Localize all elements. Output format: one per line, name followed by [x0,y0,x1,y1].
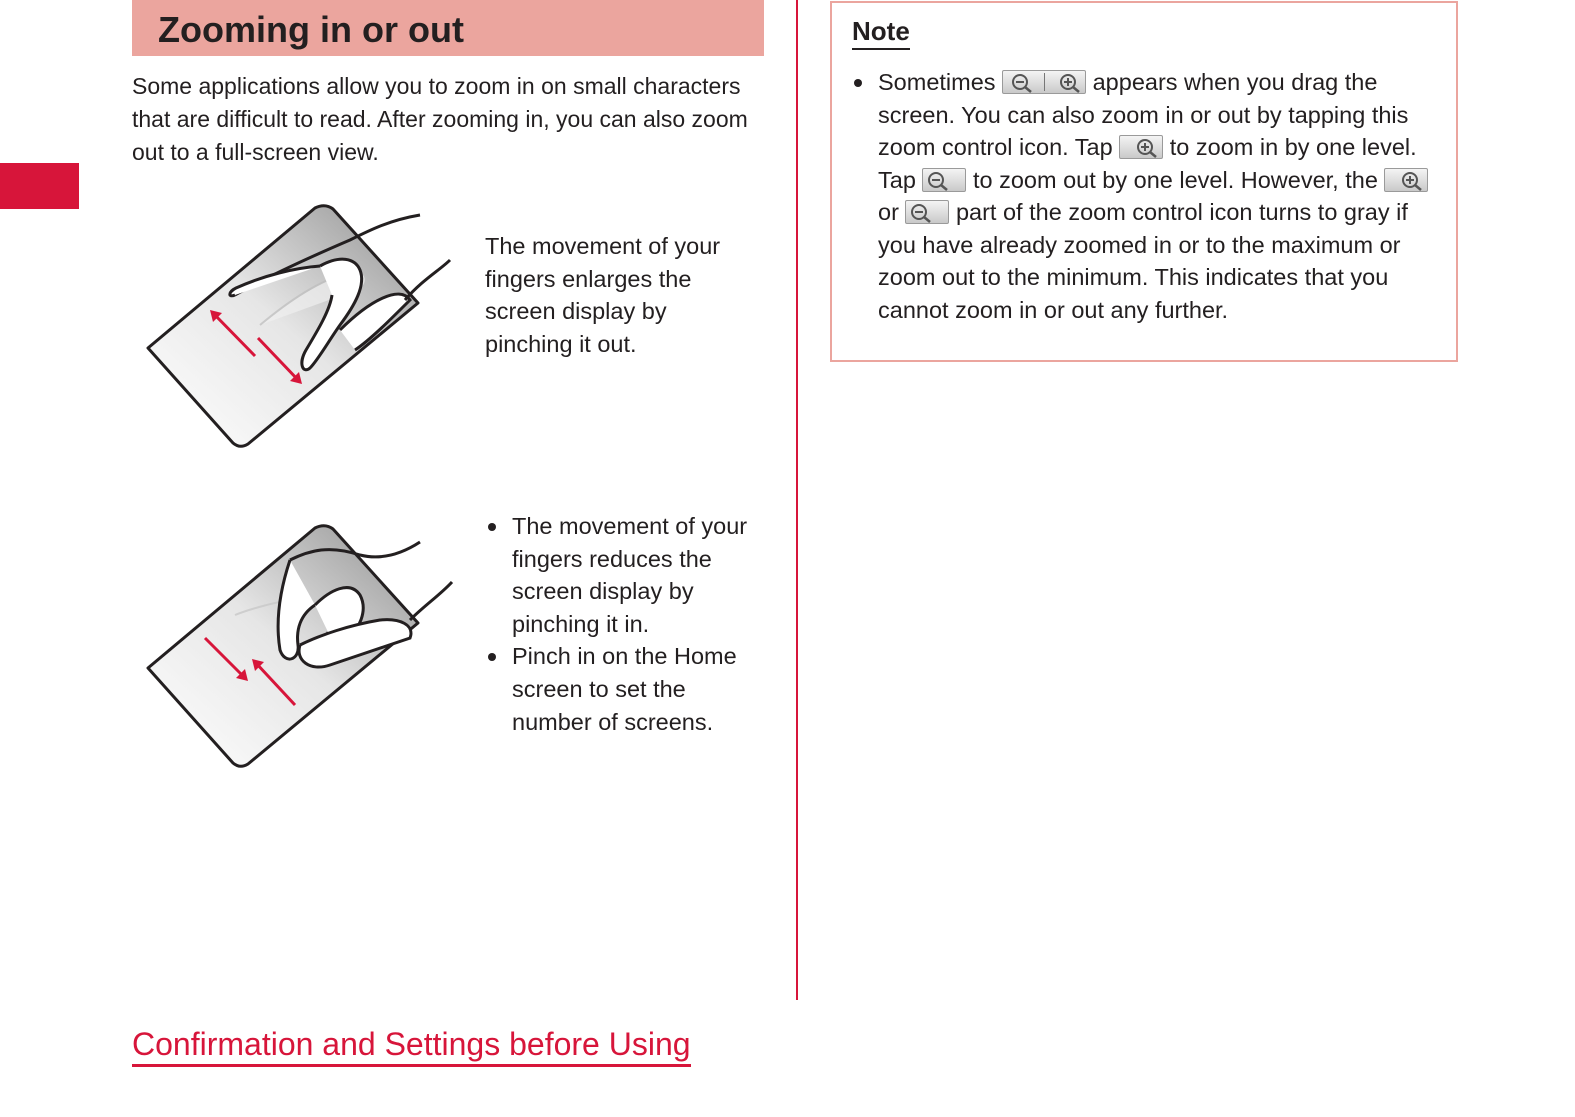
note-list [850,66,1450,326]
zoom-control-icon [1002,70,1086,94]
chapter-side-tab [0,163,79,209]
pinch-out-illustration [140,200,470,450]
section-title: Zooming in or out [158,9,464,50]
list-item: Pinch in on the Home screen to set the number of screens. [485,640,770,738]
note-text: to zoom in by one level. Tap [878,134,1417,193]
section-intro: Some applications allow you to zoom in on small characters that are difficult to read. After zooming in, you can also zoom out to a full-screen view. [132,73,748,165]
footer-chapter-link[interactable]: Confirmation and Settings before Using [132,1025,691,1067]
note-text: part of the zoom control icon turns to gray if you have already zoomed in or to the maximum or zoom out to the minimum. This indicates that you cannot zoom in or out any further. [878,199,1408,323]
zoom-in-icon [1384,168,1428,192]
zoom-out-icon [905,200,949,224]
pinch-in-hand-icon [140,520,470,770]
zoom-in-icon [1119,135,1163,159]
zoom-out-icon [922,168,966,192]
note-text: Sometimes [878,69,996,95]
pinch-in-bullets [485,510,770,738]
pinch-out-caption: The movement of your fingers enlarges the screen display by pinching it out. [485,233,721,357]
note-text: or [878,199,899,225]
pinch-in-illustration [140,520,470,770]
list-item: The movement of your fingers reduces the screen display by pinching it in. [485,510,770,640]
column-divider [796,0,798,1000]
section-heading-bar [132,0,764,56]
note-box [830,1,1458,362]
list-item [850,66,1450,326]
note-text: to zoom out by one level. However, the [972,166,1378,193]
note-title: Note [852,15,910,50]
note-text: appears when you drag the screen. You can also zoom in or out by tapping this zoom control icon. Tap [878,69,1409,160]
pinch-out-hand-icon [140,200,470,450]
